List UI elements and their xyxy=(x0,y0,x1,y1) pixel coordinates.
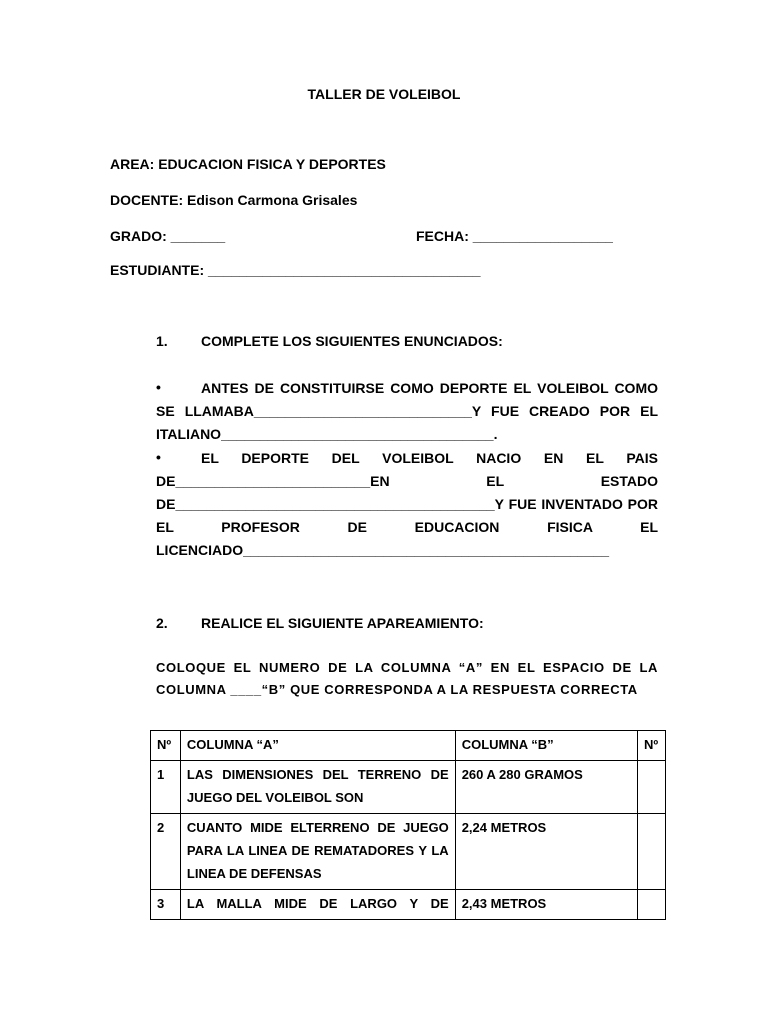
matching-table xyxy=(150,730,666,920)
row-number: 3 xyxy=(151,890,181,920)
bullet-item1: • xyxy=(156,379,161,395)
row-column-b: 2,24 METROS xyxy=(455,814,637,890)
item1-line3: ITALIANO___________________________________. xyxy=(156,426,498,442)
row-column-b: 2,43 METROS xyxy=(455,890,637,920)
item2-line1: EL DEPORTE DEL VOLEIBOL NACIO EN EL PAIS xyxy=(201,450,658,466)
row-answer-cell[interactable] xyxy=(638,890,666,920)
section1-number: 1. xyxy=(156,333,168,349)
header-number-b: Nº xyxy=(638,731,666,761)
instruction-line1: COLOQUE EL NUMERO DE LA COLUMNA “A” EN EL ESPACIO DE LA xyxy=(156,660,658,675)
bullet-item2: • xyxy=(156,449,161,465)
item2-line3: DE_________________________________________Y FUE INVENTADO POR xyxy=(156,496,658,512)
item1-line2: SE LLAMABA____________________________Y FUE CREADO POR EL xyxy=(156,403,658,419)
table-row xyxy=(151,890,666,920)
section2-number: 2. xyxy=(156,615,168,631)
row-answer-cell[interactable] xyxy=(638,761,666,814)
instruction-line2: COLUMNA ____“B” QUE CORRESPONDA A LA RESPUESTA CORRECTA xyxy=(156,682,638,697)
item2-line4: EL PROFESOR DE EDUCACION FISICA EL xyxy=(156,519,658,535)
document-title: TALLER DE VOLEIBOL xyxy=(307,86,461,102)
table-row xyxy=(151,761,666,814)
section2-heading: REALICE EL SIGUIENTE APAREAMIENTO: xyxy=(201,615,484,631)
grado-line: GRADO: _______ xyxy=(110,228,226,244)
row-column-a: LAS DIMENSIONES DEL TERRENO DE JUEGO DEL VOLEIBOL SON xyxy=(180,761,455,814)
area-line: AREA: EDUCACION FISICA Y DEPORTES xyxy=(110,156,386,172)
row-column-a: LA MALLA MIDE DE LARGO Y DE xyxy=(180,890,455,920)
row-answer-cell[interactable] xyxy=(638,814,666,890)
row-column-a: CUANTO MIDE ELTERRENO DE JUEGO PARA LA LINEA DE REMATADORES Y LA LINEA DE DEFENSAS xyxy=(180,814,455,890)
row-column-b: 260 A 280 GRAMOS xyxy=(455,761,637,814)
row-number: 1 xyxy=(151,761,181,814)
item2-line2: DE_________________________EN EL ESTADO xyxy=(156,473,658,489)
table-row xyxy=(151,814,666,890)
row-number: 2 xyxy=(151,814,181,890)
estudiante-line: ESTUDIANTE: ___________________________________ xyxy=(110,262,481,278)
item2-line5: LICENCIADO_______________________________________________ xyxy=(156,542,610,558)
header-column-a: COLUMNA “A” xyxy=(180,731,455,761)
matching-instructions xyxy=(156,660,658,704)
section1-heading: COMPLETE LOS SIGUIENTES ENUNCIADOS: xyxy=(201,333,503,349)
table-header-row xyxy=(151,731,666,761)
header-column-b: COLUMNA “B” xyxy=(455,731,637,761)
header-number-a: Nº xyxy=(151,731,181,761)
item1-line1: ANTES DE CONSTITUIRSE COMO DEPORTE EL VOLEIBOL COMO xyxy=(201,380,658,396)
docente-line: DOCENTE: Edison Carmona Grisales xyxy=(110,192,358,208)
fecha-line: FECHA: __________________ xyxy=(416,228,613,244)
